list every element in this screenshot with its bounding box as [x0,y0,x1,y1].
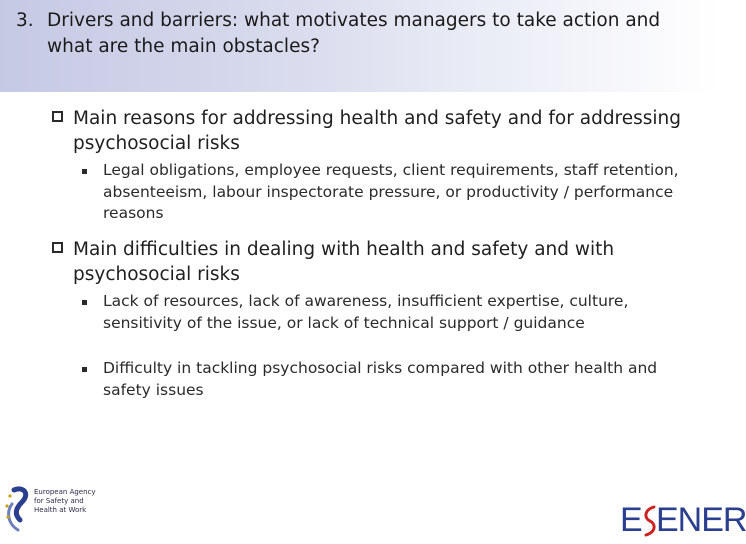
checkbox-bullet-icon [52,111,63,122]
esener-logo [620,500,746,540]
section-heading-difficulties: Main difficulties in dealing with health and safety and with psychosocial risks [52,237,692,287]
esener-logo-first: E [620,501,642,539]
bullet-difficulties-2: Difficulty in tackling psychosocial risks compared with other health and safety issues [82,358,682,401]
title-number: 3. [16,10,34,31]
bullet-reasons: Legal obligations, employee requests, client requirements, staff retention, absenteeism, labour inspectorate pressure, or productivity / performance reasons [82,160,682,225]
checkbox-bullet-icon [52,242,63,253]
bullet-difficulties-1: Lack of resources, lack of awareness, insufficient expertise, culture, sensitivity of the issue, or lack of technical support / guidance [82,291,682,334]
esener-logo-rest: ENER [656,501,746,539]
section-heading-reasons: Main reasons for addressing health and safety and for addressing psychosocial risks [52,106,692,156]
eu-osha-emblem-icon [4,484,34,540]
square-bullet-icon [82,169,87,174]
slide-title [16,8,706,60]
square-bullet-icon [82,367,87,372]
eu-osha-logo [4,484,104,540]
agency-name: European Agency for Safety and Health at Work [34,488,96,514]
square-bullet-icon [82,300,87,305]
title-text: Drivers and barriers: what motivates managers to take action and what are the main obstacles? [47,10,661,57]
